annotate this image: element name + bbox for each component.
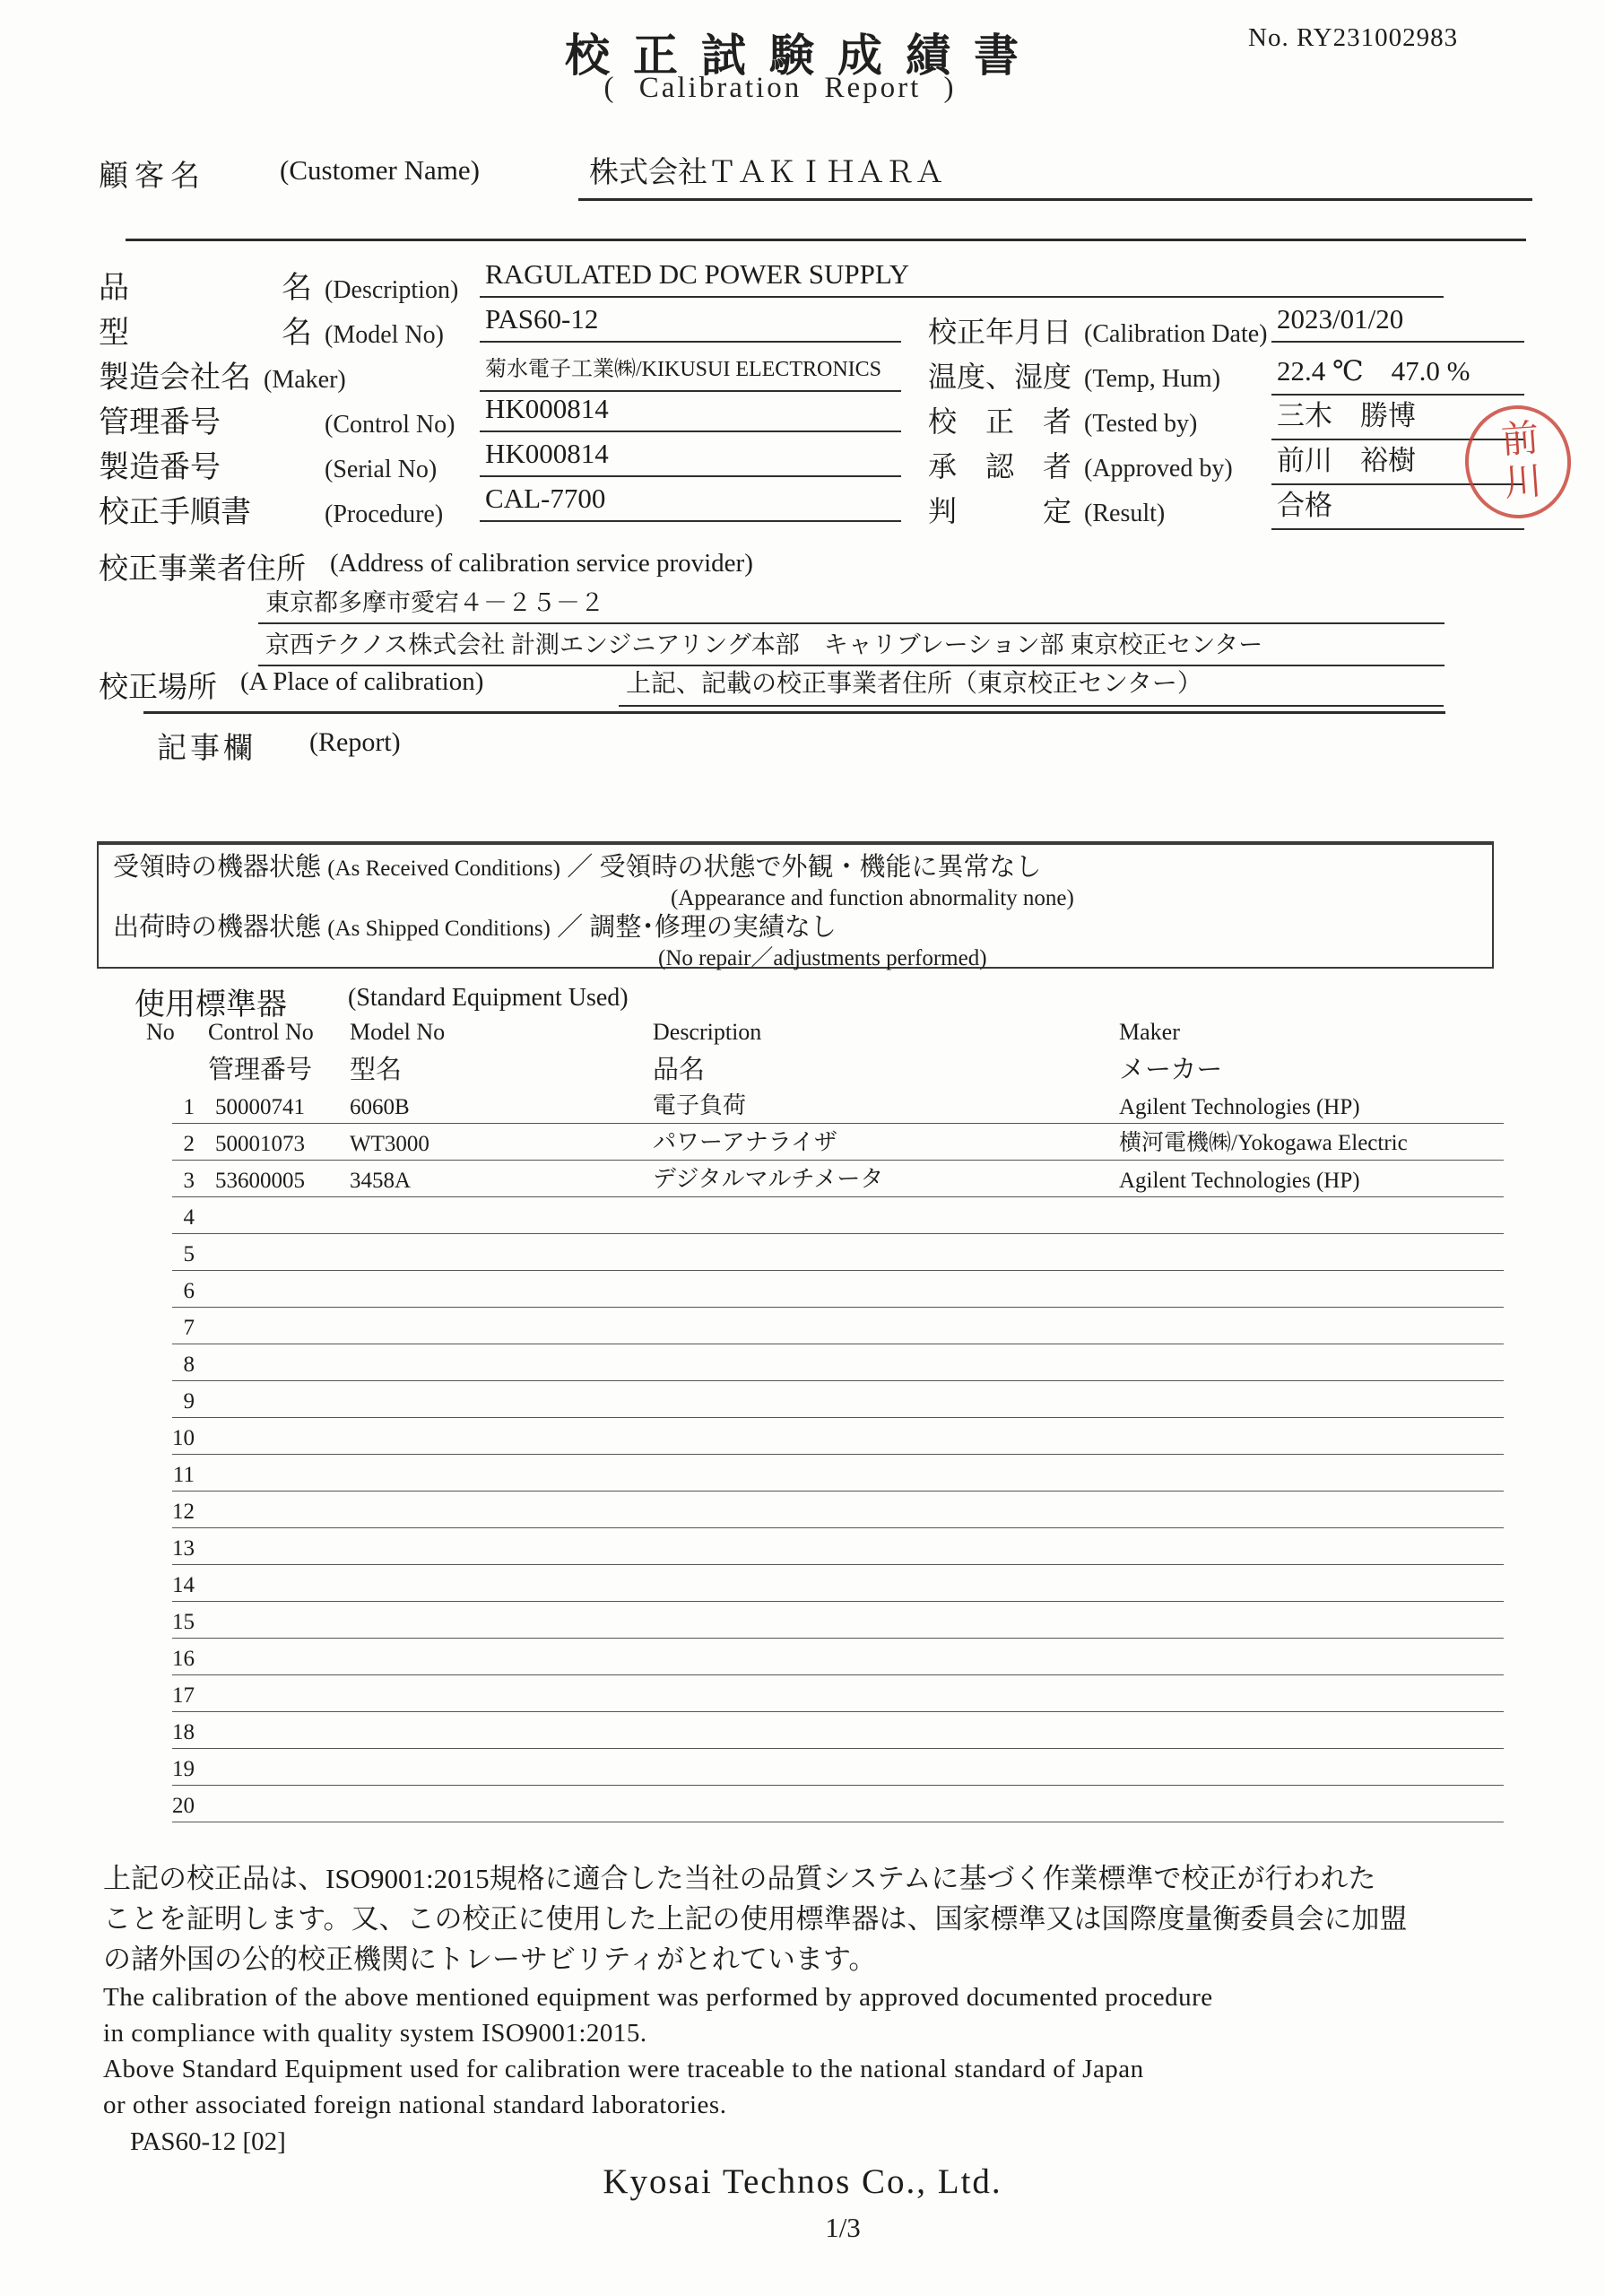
cell-no: 10 (172, 1426, 195, 1450)
field-approved-by-value: 前川 裕樹 (1271, 438, 1524, 485)
label-en: (Model No) (325, 321, 444, 349)
cell-no: 11 (172, 1463, 195, 1487)
slash: ／ (557, 913, 584, 942)
field-control-no-value: HK000814 (480, 393, 901, 432)
calibration-place-value: 上記、記載の校正事業者住所（東京校正センター） (619, 664, 1444, 707)
cell-no: 16 (172, 1647, 195, 1671)
label-jp: 出荷時の機器状態 (113, 913, 322, 942)
cell-no: 12 (172, 1500, 195, 1524)
table-row (172, 1197, 1504, 1234)
cell-maker: Agilent Technologies (HP) (1119, 1169, 1360, 1193)
calibration-place-label-jp: 校正場所 (99, 672, 217, 704)
col-header-maker-jp: メーカー (1119, 1056, 1223, 1084)
field-procedure-value: CAL-7700 (480, 483, 901, 522)
field-cal-date-label (928, 309, 1268, 351)
page-title: 校正試験成績書 (565, 30, 1042, 81)
cell-no: 13 (172, 1536, 195, 1561)
cell-control: 50000741 (215, 1095, 305, 1119)
cell-no: 3 (183, 1169, 195, 1193)
statement-jp-line: の諸外国の公的校正機関にトレーサビリティがとれています。 (103, 1944, 877, 1975)
statement-jp-line: 上記の校正品は、ISO9001:2015規格に適合した当社の品質システムに基づく作業標準で校正が行われた (103, 1863, 1376, 1894)
table-row (172, 1455, 1504, 1492)
label-jp: 判 定 (928, 495, 1072, 527)
label-jp: 校正年月日 (928, 316, 1072, 348)
slash: ／ (567, 853, 594, 882)
col-header-control: Control No (208, 1019, 314, 1045)
cell-maker: Agilent Technologies (HP) (1119, 1095, 1360, 1119)
table-row (172, 1712, 1504, 1749)
field-maker-value: 菊水電子工業㈱/KIKUSUI ELECTRONICS (480, 351, 901, 392)
label-jp: 受領時の機器状態 (113, 853, 322, 882)
equipment-section-label-en: (Standard Equipment Used) (348, 984, 629, 1012)
shipped-value-jp: 調整･修理の実績なし (589, 913, 837, 942)
field-result-value: 合格 (1271, 483, 1524, 530)
col-header-model: Model No (350, 1019, 446, 1045)
horizontal-rule (126, 239, 1526, 241)
customer-name-value: 株式会社ＴＡＫＩＨＡＲＡ (578, 149, 1532, 201)
table-row (172, 1087, 1504, 1124)
report-section-label-jp: 記事欄 (157, 733, 256, 765)
cell-maker: 横河電機㈱/Yokogawa Electric (1119, 1131, 1408, 1155)
table-row (172, 1271, 1504, 1308)
model-reference: PAS60-12 [02] (130, 2127, 286, 2156)
customer-label-en: (Customer Name) (280, 154, 480, 186)
table-row (172, 1161, 1504, 1197)
statement-jp-line: ことを証明します。又、この校正に使用した上記の使用標準器は、国家標準又は国際度量衡委員会に加盟 (103, 1903, 1408, 1935)
col-header-description: Description (653, 1019, 762, 1045)
cell-no: 6 (183, 1279, 195, 1303)
cell-no: 20 (172, 1794, 195, 1818)
provider-address-label-en: (Address of calibration service provider) (330, 549, 753, 578)
shipped-value-en: (No repair／adjustments performed) (658, 946, 987, 970)
label-en: (Serial No) (325, 456, 438, 483)
field-description-value: RAGULATED DC POWER SUPPLY (480, 258, 1444, 298)
cell-model: 3458A (350, 1169, 412, 1193)
cell-desc: パワーアナライザ (653, 1129, 837, 1155)
cell-no: 1 (183, 1095, 195, 1119)
cell-model: WT3000 (350, 1132, 429, 1156)
label-jp: 承 認 者 (928, 450, 1072, 483)
cell-no: 9 (183, 1389, 195, 1413)
cell-no: 18 (172, 1720, 195, 1744)
page-number: 1/3 (825, 2212, 861, 2243)
label-en: (Calibration Date) (1084, 320, 1268, 348)
label-en: (Control No) (325, 411, 455, 439)
report-section-label-en: (Report) (309, 727, 401, 757)
horizontal-rule (143, 711, 1445, 714)
table-row (172, 1344, 1504, 1381)
label-jp: 校正手順書 (99, 496, 312, 529)
label-en: (As Shipped Conditions) (327, 917, 551, 941)
label-jp: 管理番号 (99, 406, 312, 439)
label-en: (Temp, Hum) (1084, 365, 1221, 393)
col-header-maker: Maker (1119, 1019, 1180, 1045)
statement-en-line: Above Standard Equipment used for calibration were traceable to the national standard of Japan (103, 2055, 1144, 2083)
label-jp: 温度、湿度 (928, 361, 1072, 393)
field-description-label (99, 263, 458, 307)
field-temp-hum-label (928, 354, 1220, 396)
received-value-jp: 受領時の状態で外観・機能に異常なし (599, 853, 1042, 882)
cell-no: 2 (183, 1132, 195, 1156)
provider-address-line1: 東京都多摩市愛宕４－２５－２ (258, 583, 1444, 624)
label-en: (As Received Conditions) (327, 857, 560, 881)
label-jp: 品 名 (99, 272, 312, 305)
provider-address-label-jp: 校正事業者住所 (99, 553, 306, 586)
provider-address-line2: 京西テクノス株式会社 計測エンジニアリング本部 キャリブレーション部 東京校正センター (258, 625, 1444, 666)
table-row (172, 1602, 1504, 1639)
field-procedure-label (99, 487, 443, 531)
field-result-label (928, 489, 1165, 530)
field-approved-by-label (928, 444, 1233, 485)
as-shipped-line (113, 912, 1492, 944)
label-en: (Maker) (264, 366, 346, 394)
field-serial-no-value: HK000814 (480, 438, 901, 477)
table-row (172, 1675, 1504, 1712)
certification-statement (103, 1858, 1529, 2161)
table-row (172, 1749, 1504, 1786)
table-row (172, 1308, 1504, 1344)
label-jp: 型 名 (99, 317, 312, 350)
field-serial-no-label (99, 442, 437, 486)
field-temp-hum-value: 22.4 ℃ 47.0 % (1271, 348, 1524, 396)
cell-no: 5 (183, 1242, 195, 1266)
field-cal-date-value: 2023/01/20 (1271, 303, 1524, 343)
table-row (172, 1492, 1504, 1528)
cell-no: 19 (172, 1757, 195, 1781)
statement-en-line: in compliance with quality system ISO9001:2015. (103, 2019, 647, 2048)
page-subtitle: ( Calibration Report ) (603, 72, 957, 104)
cell-control: 53600005 (215, 1169, 305, 1193)
field-tested-by-value: 三木 勝博 (1271, 393, 1524, 440)
table-row (172, 1786, 1504, 1822)
conditions-box (97, 841, 1494, 969)
cell-no: 8 (183, 1352, 195, 1377)
col-header-control-jp: 管理番号 (208, 1056, 313, 1084)
col-header-model-jp: 型名 (350, 1056, 403, 1084)
label-jp: 校 正 者 (928, 405, 1072, 438)
cell-no: 4 (183, 1205, 195, 1230)
table-row (172, 1639, 1504, 1675)
field-model-value: PAS60-12 (480, 303, 901, 343)
field-maker-label (99, 352, 346, 396)
report-number: No. RY231002983 (1248, 23, 1459, 52)
equipment-table (172, 1087, 1504, 1822)
label-jp: 製造会社名 (99, 361, 251, 395)
cell-model: 6060B (350, 1095, 410, 1119)
customer-label-jp: 顧客名 (99, 161, 206, 193)
label-en: (Result) (1084, 500, 1166, 527)
label-en: (Procedure) (325, 500, 444, 528)
col-header-no: No (146, 1019, 175, 1045)
table-row (172, 1381, 1504, 1418)
table-row (172, 1234, 1504, 1271)
statement-en-line: or other associated foreign national standard laboratories. (103, 2091, 727, 2119)
cell-desc: 電子負荷 (653, 1092, 747, 1118)
cell-control: 50001073 (215, 1132, 305, 1156)
calibration-place-label-en: (A Place of calibration) (240, 667, 484, 696)
cell-no: 15 (172, 1610, 195, 1634)
table-row (172, 1124, 1504, 1161)
company-name-footer: Kyosai Technos Co., Ltd. (603, 2162, 1002, 2201)
col-header-description-jp: 品名 (653, 1056, 706, 1084)
label-en: (Approved by) (1084, 455, 1233, 483)
table-row (172, 1528, 1504, 1565)
label-en: (Tested by) (1084, 410, 1198, 438)
statement-en-line: The calibration of the above mentioned equipment was performed by approved documented procedure (103, 1983, 1213, 2012)
as-received-line (113, 852, 1492, 884)
field-tested-by-label (928, 399, 1197, 440)
label-jp: 製造番号 (99, 451, 312, 484)
field-model-label (99, 308, 444, 352)
cell-no: 17 (172, 1683, 195, 1708)
cell-no: 14 (172, 1573, 195, 1597)
cell-no: 7 (183, 1316, 195, 1340)
field-control-no-label (99, 397, 455, 441)
approval-stamp: 前川 (1462, 402, 1575, 522)
table-row (172, 1565, 1504, 1602)
received-value-en: (Appearance and function abnormality none) (671, 886, 1074, 910)
table-row (172, 1418, 1504, 1455)
cell-desc: デジタルマルチメータ (653, 1166, 884, 1192)
label-en: (Description) (325, 276, 459, 304)
equipment-section-label-jp: 使用標準器 (134, 988, 287, 1022)
